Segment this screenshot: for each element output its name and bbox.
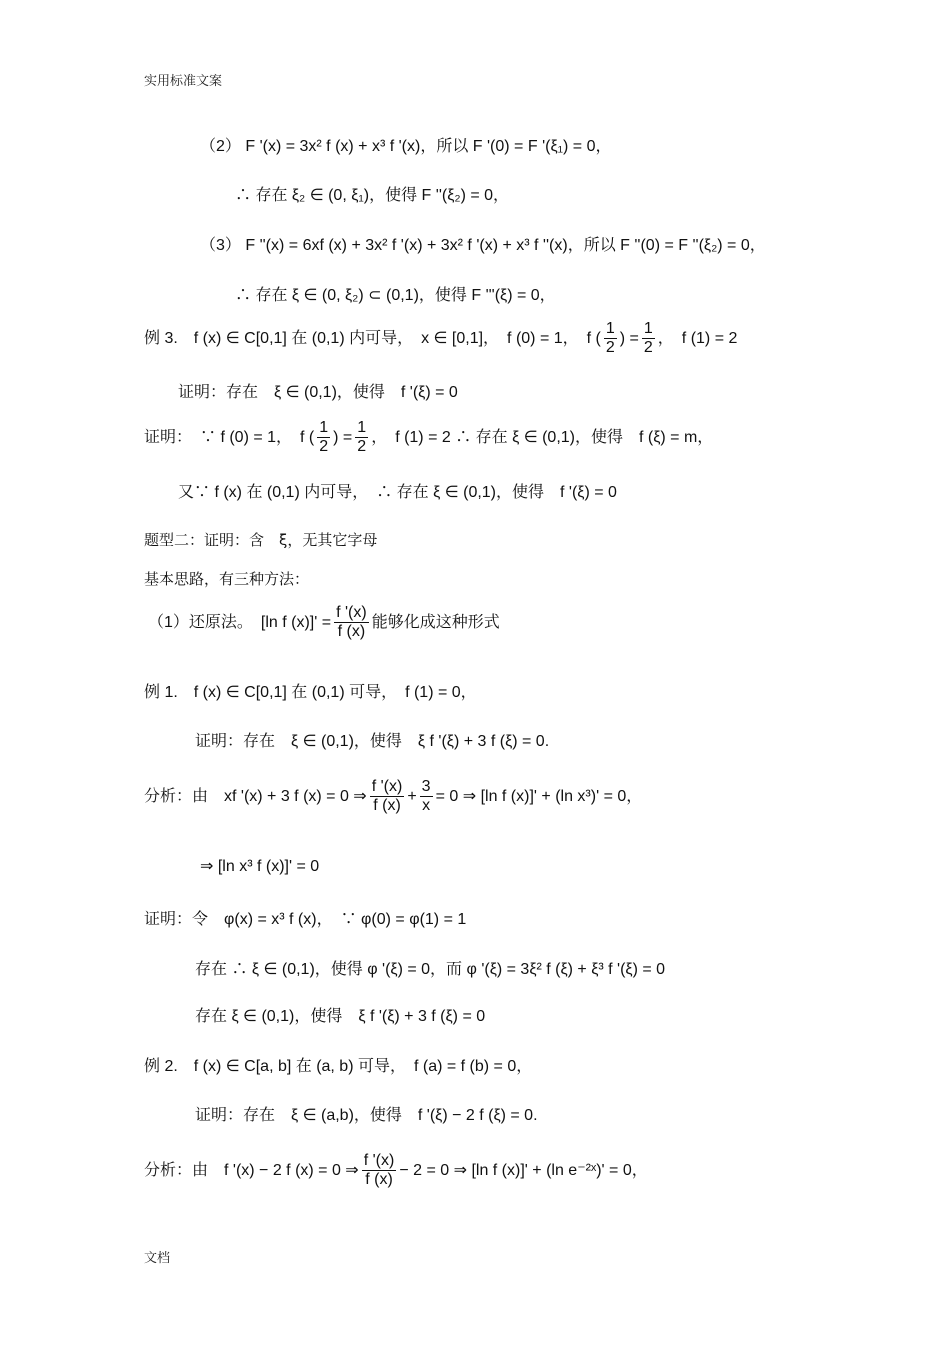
fraction-denominator: 2 [357,438,367,456]
proof3-text-b: ) = [333,429,353,447]
fraction-one-half [604,320,617,358]
fraction-denominator: f (x) [365,1171,393,1189]
fraction-numerator: f '(x) [370,778,405,797]
fraction-one-half [642,320,655,358]
fraction-fprime-over-f [334,604,369,642]
line-part2-derivative: （2） F '(x) = 3x² f (x) + x³ f '(x)，所以 F '(0) = F '(ξ₁) = 0， [200,138,612,155]
fraction-numerator: 1 [317,419,330,438]
example3-text-b: ) = [619,330,639,348]
fraction-numerator: 1 [642,320,655,339]
method1-restore [148,604,500,642]
page-header: 实用标准文案 [144,74,223,89]
fraction-denominator: 2 [605,339,615,357]
example3-to-prove: 证明：存在 ξ ∈ (0,1)，使得 f '(ξ) = 0 [178,384,458,401]
proof1-line2: 存在 ∴ ξ ∈ (0,1)，使得 φ '(ξ) = 0，而 φ '(ξ) = 3ξ² f (ξ) + ξ³ f '(ξ) = 0 [195,961,666,978]
line-part3-exists: ∴ 存在 ξ ∈ (0, ξ₂) ⊂ (0,1)，使得 F '''(ξ) = 0， [235,287,556,304]
example3-text-c: ， f (1) = 2 [657,330,738,348]
basic-idea-text: 基本思路，有三种方法： [144,570,310,588]
example2-to-prove: 证明：存在 ξ ∈ (a,b)，使得 f '(ξ) − 2 f (ξ) = 0. [195,1107,538,1124]
fraction-numerator: f '(x) [334,604,369,623]
fraction-three-over-x [420,778,433,816]
analysis1-line2: ⇒ [ln x³ f (x)]' = 0 [200,858,320,875]
example2-statement: 例 2. f (x) ∈ C[a, b] 在 (a, b) 可导， f (a) = f (b) = 0， [144,1058,533,1075]
example3-proof-line1 [144,419,713,457]
proof3-text-a: 证明： ∵ f (0) = 1， f ( [144,429,315,447]
analysis1-text-b: + [407,788,417,806]
example1-to-prove: 证明：存在 ξ ∈ (0,1)，使得 ξ f '(ξ) + 3 f (ξ) = 0. [195,733,550,750]
analysis2-text-a: 分析：由 f '(x) − 2 f (x) = 0 ⇒ [144,1162,359,1180]
fraction-numerator: 1 [604,320,617,339]
method1-text-a: （1）还原法。 [ln f (x)]' = [148,614,332,632]
fraction-one-half [355,419,368,457]
method1-text-b: 能够化成这种形式 [371,614,500,632]
fraction-one-half [317,419,330,457]
fraction-fprime-over-f [362,1152,397,1190]
analysis2-line1 [144,1152,648,1190]
fraction-denominator: f (x) [337,623,366,641]
example3-proof-line2: 又∵ f (x) 在 (0,1) 内可导， ∴ 存在 ξ ∈ (0,1)，使得 f '(ξ) = 0 [178,484,617,501]
analysis1-line1 [144,778,642,816]
fraction-numerator: 1 [355,419,368,438]
analysis1-text-a: 分析：由 xf '(x) + 3 f (x) = 0 ⇒ [144,788,367,806]
fraction-fprime-over-f [370,778,405,816]
fraction-numerator: 3 [420,778,433,797]
analysis2-text-c: − 2 = 0 ⇒ [ln f (x)]' + (ln e⁻²ˣ)' = 0， [399,1162,648,1180]
example3-text-a: 例 3. f (x) ∈ C[0,1] 在 (0,1) 内可导， x ∈ [0,1]， f (0) = 1， f ( [144,330,601,348]
example3-statement [144,320,737,358]
proof1-line3: 存在 ξ ∈ (0,1)，使得 ξ f '(ξ) + 3 f (ξ) = 0 [195,1008,486,1025]
example1-statement: 例 1. f (x) ∈ C[0,1] 在 (0,1) 可导， f (1) = 0， [144,684,477,701]
fraction-numerator: f '(x) [362,1152,397,1171]
line-part2-exists: ∴ 存在 ξ₂ ∈ (0, ξ₁)，使得 F ''(ξ₂) = 0， [235,187,510,204]
fraction-denominator: 2 [319,438,329,456]
fraction-denominator: f (x) [373,797,401,815]
analysis1-text-c: = 0 ⇒ [ln f (x)]' + (ln x³)' = 0， [435,788,643,806]
proof1-line1: 证明：令 φ(x) = x³ f (x)， ∵ φ(0) = φ(1) = 1 [144,911,467,928]
page-footer: 文档 [144,1251,171,1266]
type2-heading: 题型二：证明：含 ξ，无其它字母 [144,531,378,549]
fraction-denominator: x [422,797,431,815]
proof3-text-c: ， f (1) = 2 ∴ 存在 ξ ∈ (0,1)，使得 f (ξ) = m， [371,429,714,447]
fraction-denominator: 2 [643,339,653,357]
line-part3-derivative: （3） F ''(x) = 6xf (x) + 3x² f '(x) + 3x² f '(x) + x³ f ''(x)，所以 F ''(0) = F ''(ξ₂) = 0， [200,237,766,254]
